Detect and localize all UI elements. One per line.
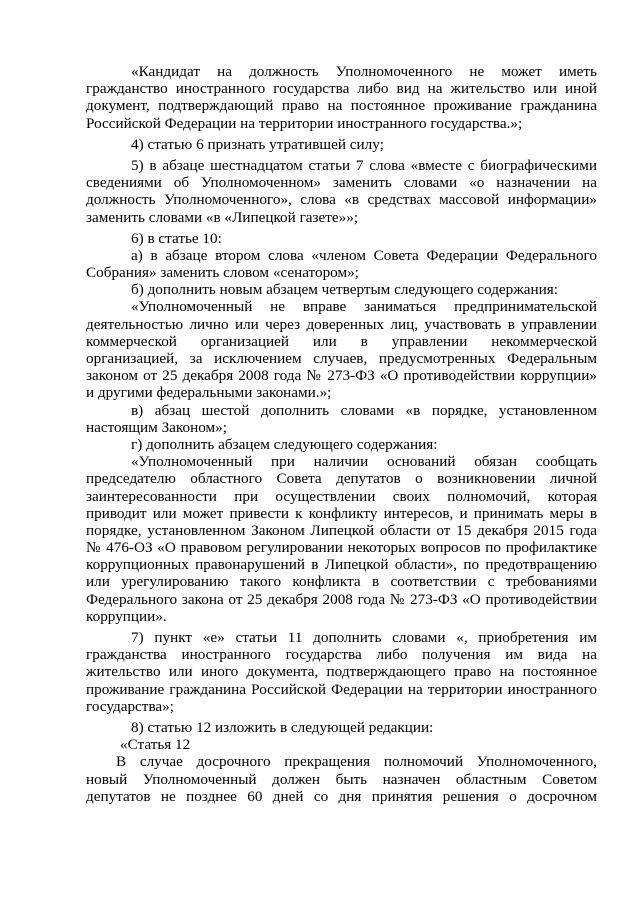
text-line: б) дополнить новым абзацем четвертым следующего содержания:	[131, 281, 558, 299]
text-line: порядке, установленном Законом Липецкой области от 15 декабря 2015 года	[86, 521, 597, 539]
paragraph	[86, 136, 597, 153]
text-line: и другими федеральными законами.»;	[86, 384, 332, 402]
text-line: Федерального закона от 25 декабря 2008 года № 273-ФЗ «О противодействии	[86, 590, 597, 608]
text-line: гражданство иностранного государства либо вид на жительство или иной	[86, 80, 597, 98]
text-line: законом от 25 декабря 2008 года № 273-ФЗ «О противодействии коррупции»	[86, 367, 597, 385]
text-line: № 476-ОЗ «О правовом регулировании некоторых вопросов по профилактике	[86, 539, 597, 557]
text-line: жительство или иного документа, подтверждающего право на постоянное	[86, 663, 597, 681]
paragraph	[86, 629, 597, 715]
text-line: 6) в статье 10:	[131, 229, 222, 247]
text-line: «Статья 12	[120, 736, 191, 754]
text-line: «Кандидат на должность Уполномоченного не может иметь	[131, 63, 597, 80]
text-line: сведениями об Уполномоченном» заменить словами «о назначении на	[86, 174, 597, 192]
paragraph	[86, 402, 597, 436]
text-line: приводит или может привести к конфликту интересов, и принимать меры в	[86, 504, 597, 522]
text-line: проживание гражданина Российской Федерации на территории иностранного	[86, 680, 597, 698]
text-line: документ, подтверждающий право на постоянное проживание гражданина	[86, 97, 597, 115]
text-line: Российской Федерации на территории иностранного государства.»;	[86, 114, 523, 132]
text-line: коррупционных правонарушений в Липецкой области», по предотвращению	[86, 556, 597, 574]
text-line: должность Уполномоченного», слова «в средствах массовой информации»	[86, 191, 597, 209]
text-line: организацией, за исключением случаев, предусмотренных Федеральным	[86, 350, 597, 367]
paragraph	[86, 436, 597, 453]
text-line: Собрания» заменить словом «сенатором»;	[86, 264, 359, 282]
text-line: 8) статью 12 изложить в следующей редакции:	[131, 718, 434, 736]
text-line: деятельностью лично или через доверенных лиц, участвовать в управлении	[86, 315, 597, 333]
text-line: 7) пункт «е» статьи 11 дополнить словами «, приобретения им	[131, 629, 597, 646]
paragraph	[86, 298, 597, 401]
paragraph	[86, 736, 597, 753]
text-line: заинтересованности при осуществлении своих полномочий, которая	[86, 487, 597, 505]
paragraph	[86, 157, 597, 226]
text-line: депутатов не позднее 60 дней со дня принятия решения о досрочном	[86, 787, 597, 805]
text-line: или урегулированию такого конфликта в соответствии с требованиями	[86, 573, 597, 591]
text-line: а) в абзаце втором слова «членом Совета Федерации Федерального	[131, 246, 597, 264]
paragraph	[86, 230, 597, 247]
text-line: новый Уполномоченный должен быть назначен областным Советом	[86, 770, 597, 788]
paragraph	[86, 63, 597, 132]
text-line: настоящим Законом»;	[86, 418, 227, 436]
paragraph	[86, 453, 597, 625]
paragraph	[86, 247, 597, 281]
text-line: 4) статью 6 признать утратившей силу;	[131, 135, 384, 153]
paragraph	[86, 753, 597, 805]
text-line: гражданства иностранного государства либо получения им вида на	[86, 646, 597, 664]
text-line: заменить словами «в «Липецкой газете»»;	[86, 208, 359, 226]
text-line: коммерческой организацией или в управлении некоммерческой	[86, 332, 597, 350]
text-line: государства»;	[86, 697, 174, 715]
text-line: председателю областного Совета депутатов о возникновении личной	[86, 470, 597, 488]
document-body	[86, 63, 597, 805]
text-line: г) дополнить абзацем следующего содержания:	[131, 435, 438, 453]
text-line: 5) в абзаце шестнадцатом статьи 7 слова «вместе с биографическими	[131, 156, 597, 174]
paragraph	[86, 719, 597, 736]
text-line: в) абзац шестой дополнить словами «в порядке, установленном	[131, 401, 597, 419]
text-line: В случае досрочного прекращения полномочий Уполномоченного,	[116, 753, 597, 771]
text-line: «Уполномоченный не вправе заниматься предпринимательской	[131, 298, 597, 316]
paragraph	[86, 281, 597, 298]
text-line: коррупции».	[86, 607, 167, 625]
text-line: «Уполномоченный при наличии оснований обязан сообщать	[131, 453, 597, 471]
